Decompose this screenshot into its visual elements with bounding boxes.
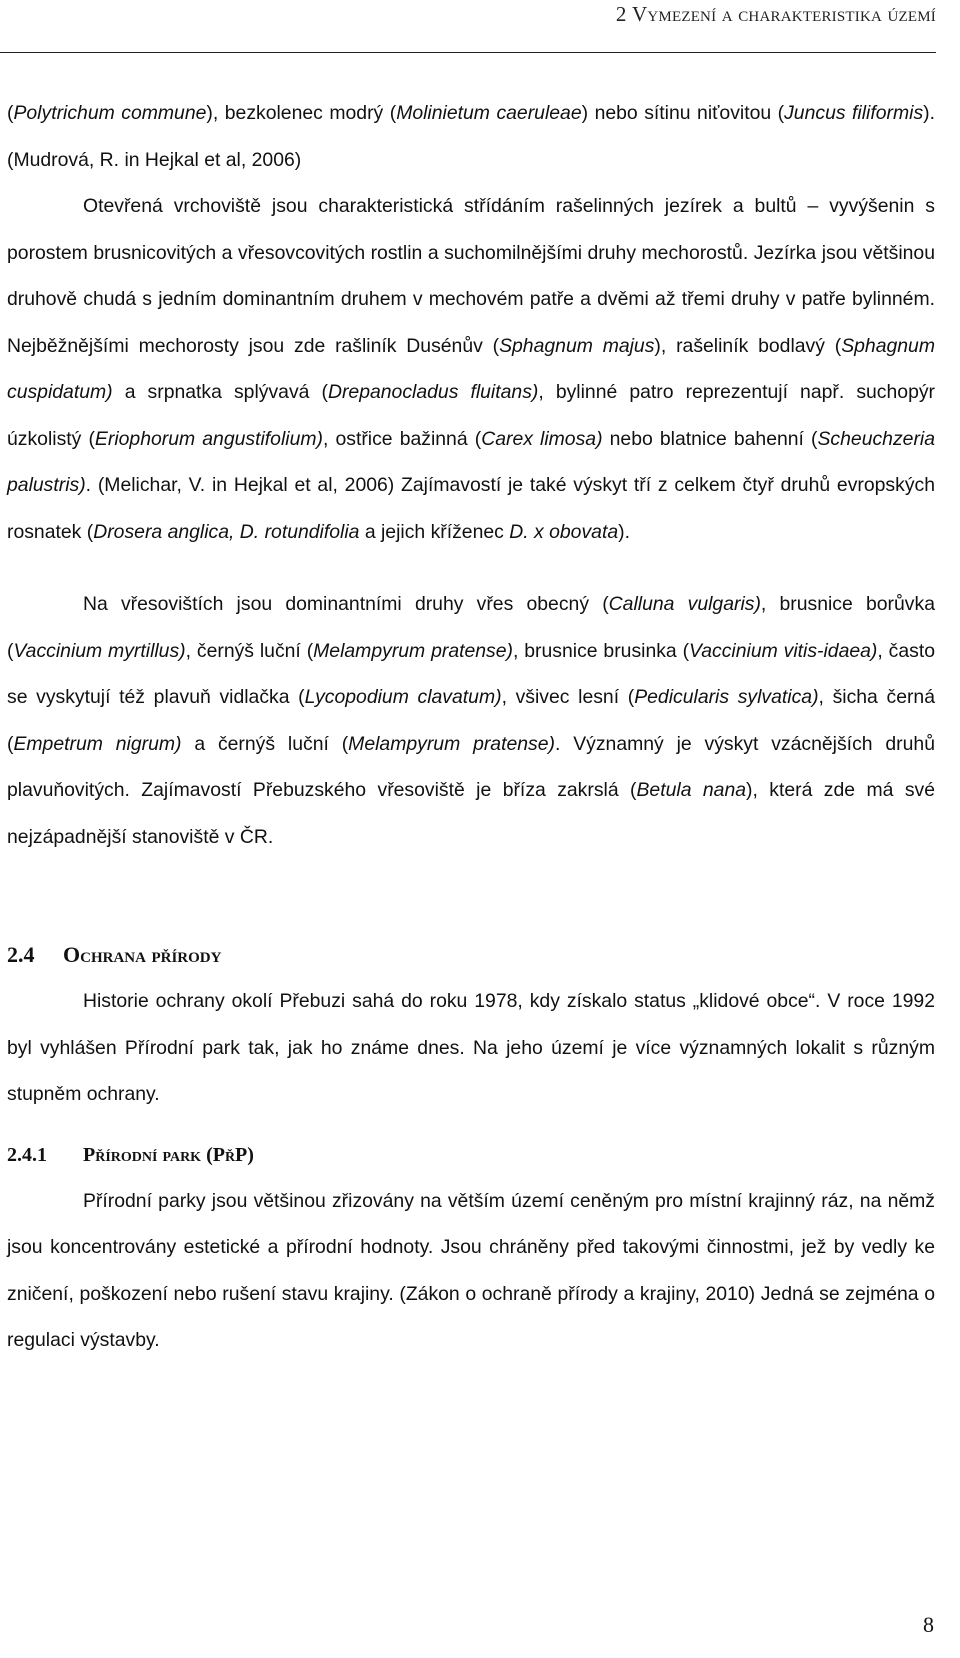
header-chapter-title: Vymezení a charakteristika území (632, 2, 936, 26)
subsection-number: 2.4.1 (7, 1143, 47, 1166)
paragraph-continuation (7, 90, 935, 183)
page-number: 8 (923, 1612, 934, 1637)
text-run: . Významný je výskyt vzácnějších druhů plavuňovitých. Zajímavostí Přebuzského vřesoviště je bříza zakrslá ( (7, 732, 935, 801)
species-name: Polytrichum commune (13, 102, 207, 124)
text-run: a srpnatka splývavá ( (112, 381, 328, 403)
text-run: a černýš luční ( (181, 732, 349, 755)
species-name: Drepanocladus fluitans) (327, 381, 539, 403)
species-name: Empetrum nigrum) (13, 732, 182, 755)
text-run: , brusnice brusinka ( (513, 639, 690, 662)
species-name: Pedicularis sylvatica) (634, 686, 819, 708)
text-run: , často se vyskytují též plavuň vidlačka ( (7, 639, 936, 708)
species-name: Eriophorum angustifolium) (94, 427, 323, 450)
text-run: ), rašeliník bodlavý ( (654, 334, 842, 357)
running-header (0, 0, 936, 53)
text-run: a jejich kříženec (359, 520, 510, 543)
text-run: , ostřice bažinná ( (322, 427, 482, 450)
species-name: Carex limosa) (481, 427, 603, 450)
text-run: ). (Mudrová, R. in Hejkal et al, 2006) (7, 102, 936, 171)
species-name: Sphagnum majus (499, 334, 655, 357)
text-run: ), bezkolenec modrý ( (206, 102, 397, 124)
species-name: Molinietum caeruleae (396, 102, 582, 124)
species-name: Vaccinium myrtillus) (13, 639, 186, 662)
text-run: , šicha černá ( (7, 686, 936, 755)
text-run: , bylinné patro reprezentují např. suchopýr úzkolistý ( (7, 381, 936, 450)
species-name: Melampyrum pratense) (313, 639, 513, 662)
text-run: ) nebo sítinu niťovitou ( (581, 102, 785, 124)
text-run: Přírodní parky jsou většinou zřizovány na větším území ceněným pro místní krajinný ráz, na němž jsou koncentrovány estetické a přírodní hodnoty. Jsou chráněny před takovými činnostmi, jež by vedly ke zničení, poškození nebo rušení stavu krajiny. (Zákon o ochraně přírody a krajiny, 2010) Jedná se zejména o regulaci výstavby. (7, 1189, 935, 1351)
section-number: 2.4 (7, 942, 35, 967)
text-run: ). (618, 520, 630, 543)
header-text (616, 2, 936, 27)
subsection-heading (7, 1132, 935, 1178)
species-name: Scheuchzeria palustris) (7, 427, 935, 496)
paragraph-ochrana (7, 978, 935, 1118)
text-run: nebo blatnice bahenní ( (602, 427, 818, 450)
species-name: Juncus filiformis (784, 102, 924, 124)
section-heading (7, 932, 935, 978)
species-name: D. x obovata (509, 520, 619, 543)
text-run: Otevřená vrchoviště jsou charakteristická střídáním rašelinných jezírek a bultů – vyvýšenin s porostem brusnicovitých a vřesovcovitých rostlin a suchomilnějšími druhy mechorostů. Jezírka jsou většinou druhově chudá s jedním dominantním druhem v mechovém patře a dvěmi až třemi druhy v patře bylinném. Nejběžnějšími mechorosty jsou zde rašliník Dusénův ( (7, 195, 935, 357)
text-run: Historie ochrany okolí Přebuzi sahá do roku 1978, kdy získalo status „klidové obce“. V roce 1992 byl vyhlášen Přírodní park tak, jak ho známe dnes. Na jeho území je více významných lokalit s různým stupněm ochrany. (7, 990, 935, 1105)
text-run: , černýš luční ( (185, 639, 314, 662)
paragraph-vresoviste (7, 581, 935, 860)
species-name: Vaccinium vitis-idaea) (689, 639, 878, 662)
species-name: Calluna vulgaris) (608, 593, 761, 615)
text-run: Na vřesovištích jsou dominantními druhy vřes obecný ( (83, 593, 609, 615)
header-chapter-number: 2 (615, 2, 627, 26)
text-run: , všivec lesní ( (501, 686, 635, 708)
species-name: Drosera anglica, D. rotundifolia (93, 520, 360, 543)
species-name: Lycopodium clavatum) (304, 686, 502, 708)
species-name: Sphagnum cuspidatum) (7, 334, 935, 403)
species-name: Betula nana (636, 779, 747, 801)
text-run: ( (7, 102, 14, 124)
text-run: ), která zde má své nejzápadnější stanoviště v ČR. (7, 779, 935, 848)
section-title: Ochrana přírody (63, 942, 222, 967)
subsection-title: Přírodní park (PřP) (83, 1143, 254, 1166)
species-name: Melampyrum pratense) (348, 732, 555, 755)
text-run: . (Melichar, V. in Hejkal et al, 2006) Zajímavostí je také výskyt tří z celkem čtyř druhů evropských rosnatek ( (7, 474, 935, 543)
paragraph-prirodni-park (7, 1178, 935, 1364)
text-run: , brusnice borůvka ( (7, 593, 935, 662)
page-body (7, 90, 935, 1364)
paragraph-vrchoviste (7, 183, 935, 555)
